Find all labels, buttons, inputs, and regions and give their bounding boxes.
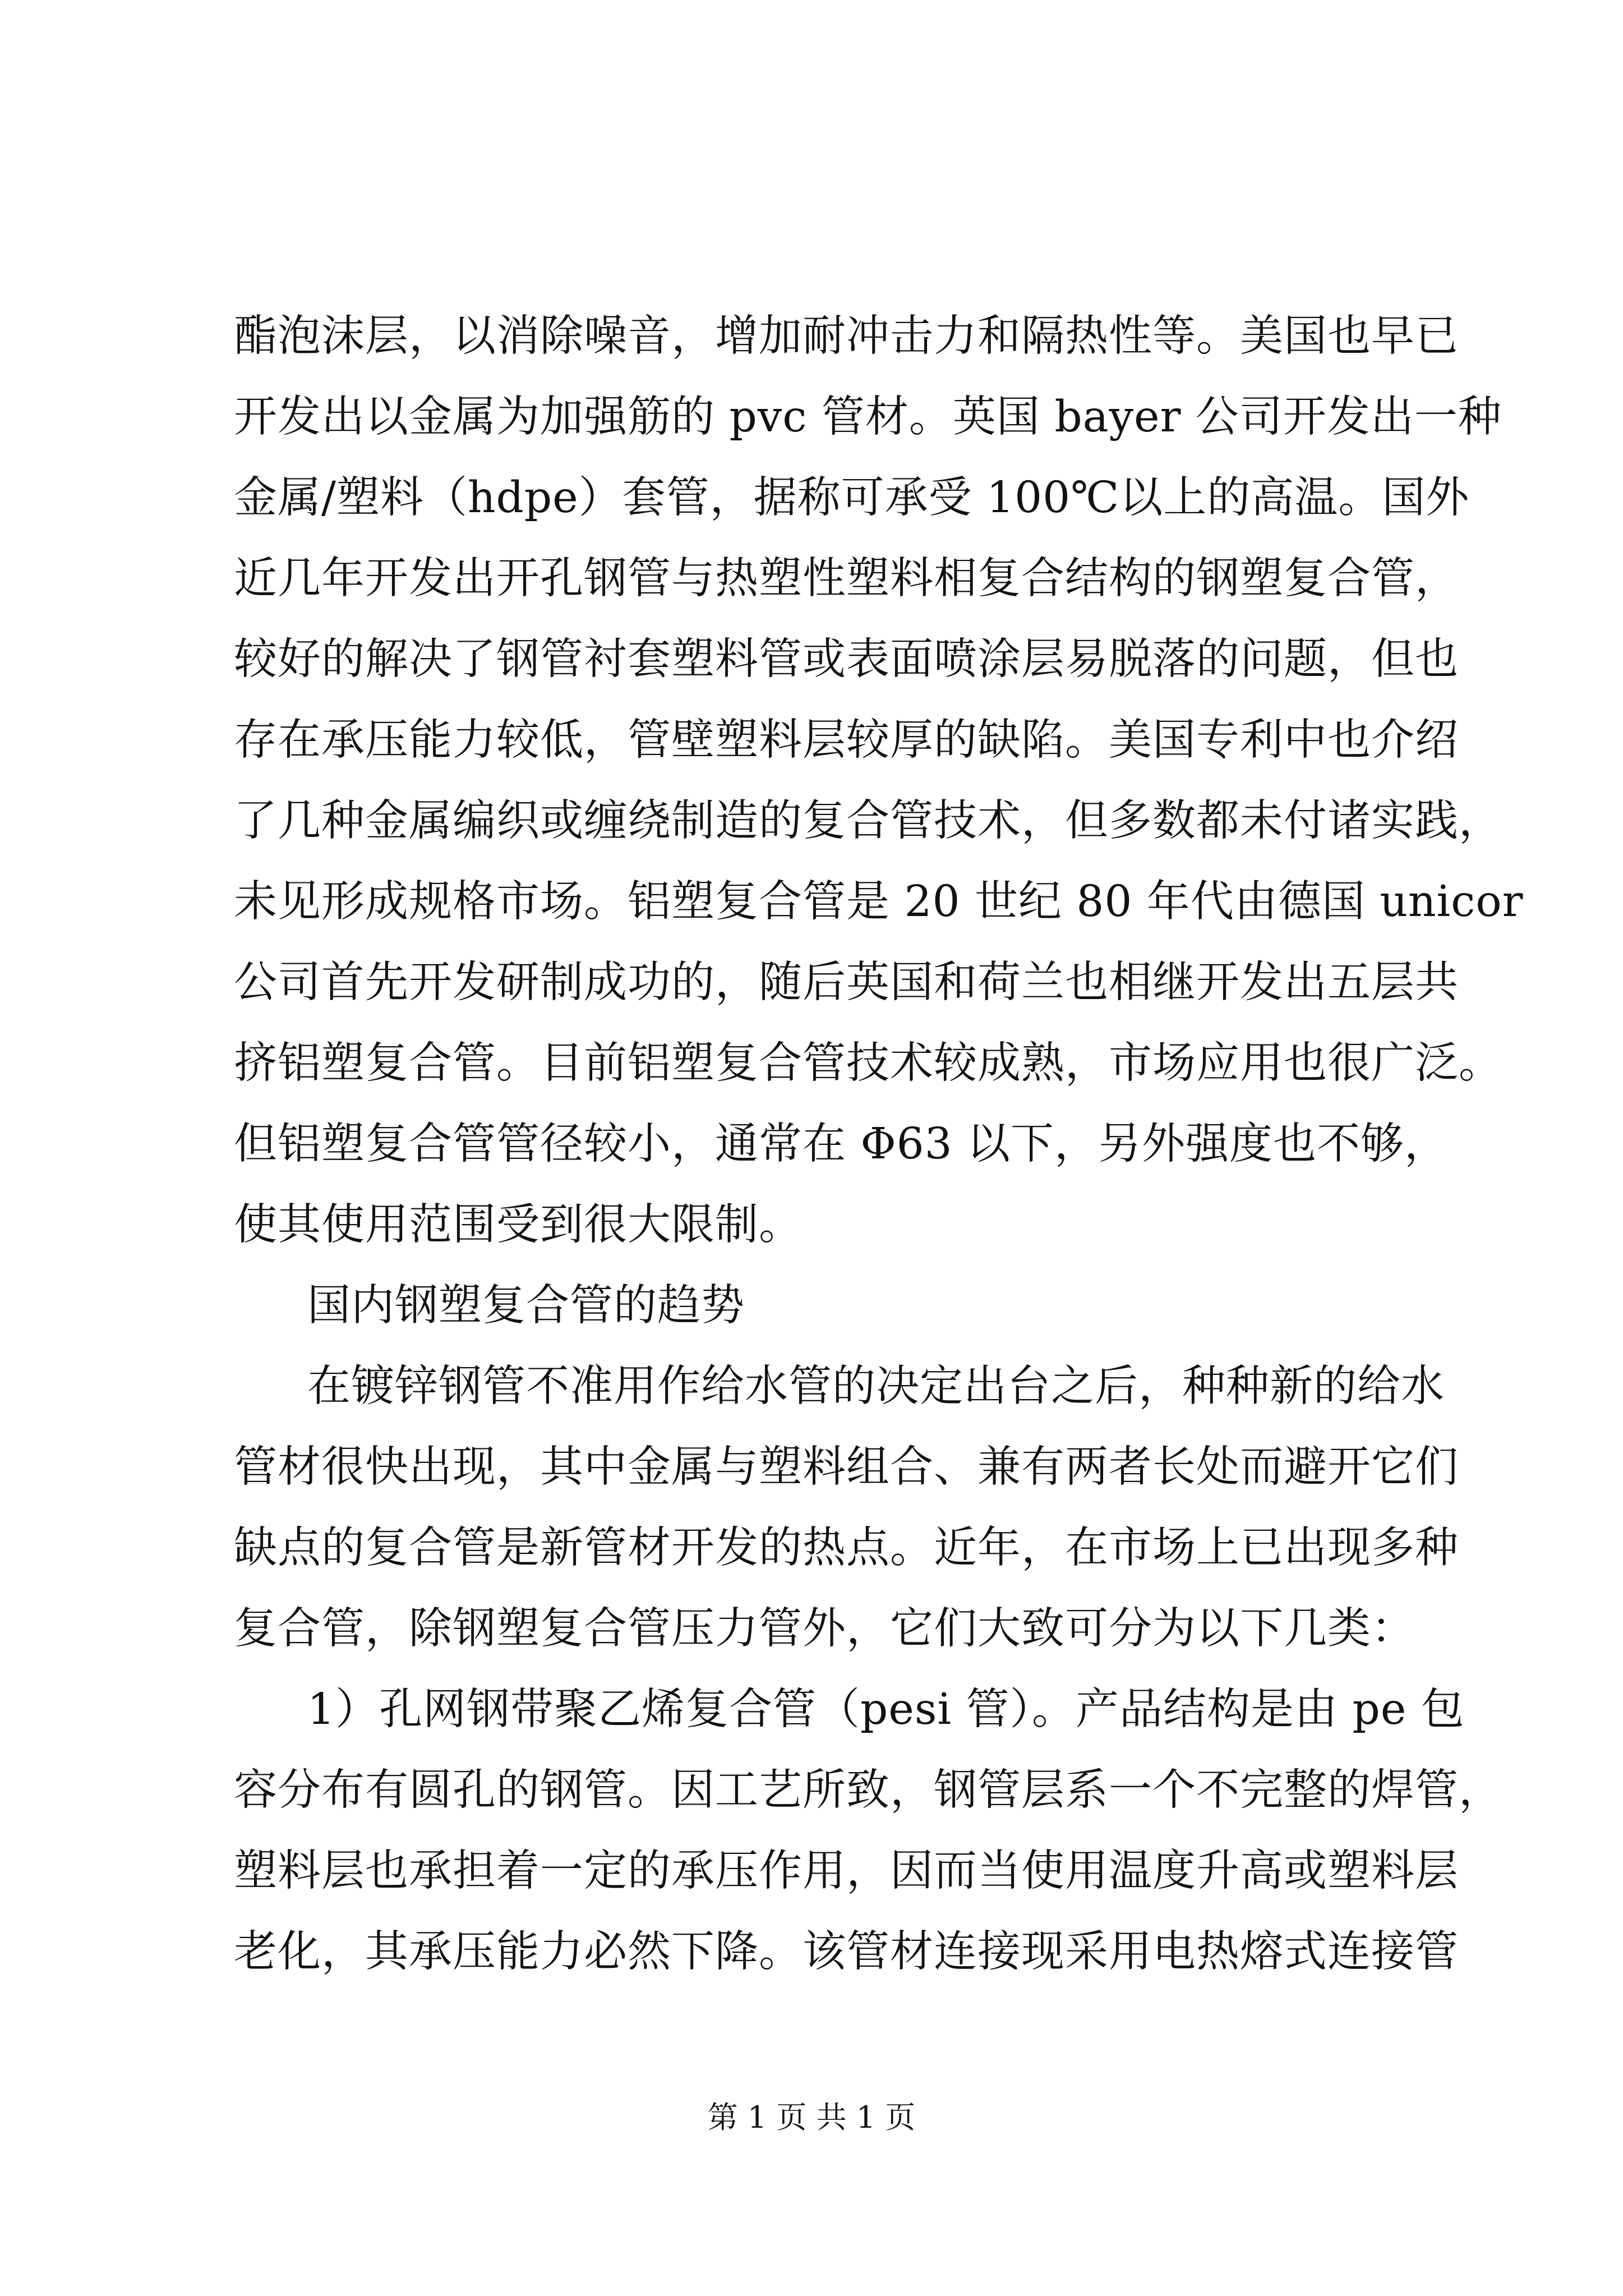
text-line: 管材很快出现，其中金属与塑料组合、兼有两者长处而避开它们 — [234, 1442, 1459, 1492]
text-line: 在镀锌钢管不准用作给水管的决定出台之后，种种新的给水 — [307, 1361, 1445, 1411]
text-line: 近几年开发出开孔钢管与热塑性塑料相复合结构的钢塑复合管， — [234, 554, 1459, 604]
text-line: 容分布有圆孔的钢管。因工艺所致，钢管层系一个不完整的焊管， — [234, 1765, 1502, 1815]
text-line: 较好的解决了钢管衬套塑料管或表面喷涂层易脱落的问题，但也 — [234, 634, 1459, 684]
text-line: 金属/塑料（hdpe）套管，据称可承受 100℃以上的高温。国外 — [234, 473, 1470, 523]
text-line: 使其使用范围受到很大限制。 — [234, 1200, 803, 1250]
text-line: 塑料层也承担着一定的承压作用，因而当使用温度升高或塑料层 — [234, 1846, 1459, 1896]
text-line: 老化，其承压能力必然下降。该管材连接现采用电热熔式连接管 — [234, 1927, 1459, 1977]
text-line: 了几种金属编织或缠绕制造的复合管技术，但多数都未付诸实践， — [234, 796, 1502, 846]
text-line: 但铝塑复合管管径较小，通常在 Φ63 以下，另外强度也不够， — [234, 1119, 1449, 1169]
page-footer: 第 1 页 共 1 页 — [707, 2100, 916, 2135]
text-line: 酯泡沫层，以消除噪音，增加耐冲击力和隔热性等。美国也早已 — [234, 311, 1459, 361]
list-item-text: 1）孔网钢带聚乙烯复合管（pesi 管）。产品结构是由 pe 包 — [307, 1685, 1465, 1734]
text-line: 未见形成规格市场。铝塑复合管是 20 世纪 80 年代由德国 unicor — [234, 877, 1524, 927]
text-line: 公司首先开发研制成功的，随后英国和荷兰也相继开发出五层共 — [234, 958, 1459, 1007]
text-line: 开发出以金属为加强筋的 pvc 管材。英国 bayer 公司开发出一种 — [234, 392, 1502, 442]
text-line: 存在承压能力较低，管壁塑料层较厚的缺陷。美国专利中也介绍 — [234, 715, 1459, 765]
text-line: 缺点的复合管是新管材开发的热点。近年，在市场上已出现多种 — [234, 1523, 1459, 1573]
text-line: 复合管，除钢塑复合管压力管外，它们大致可分为以下几类： — [234, 1604, 1415, 1654]
text-line: 挤铝塑复合管。目前铝塑复合管技术较成熟，市场应用也很广泛。 — [234, 1038, 1502, 1088]
section-heading: 国内钢塑复合管的趋势 — [307, 1281, 745, 1331]
